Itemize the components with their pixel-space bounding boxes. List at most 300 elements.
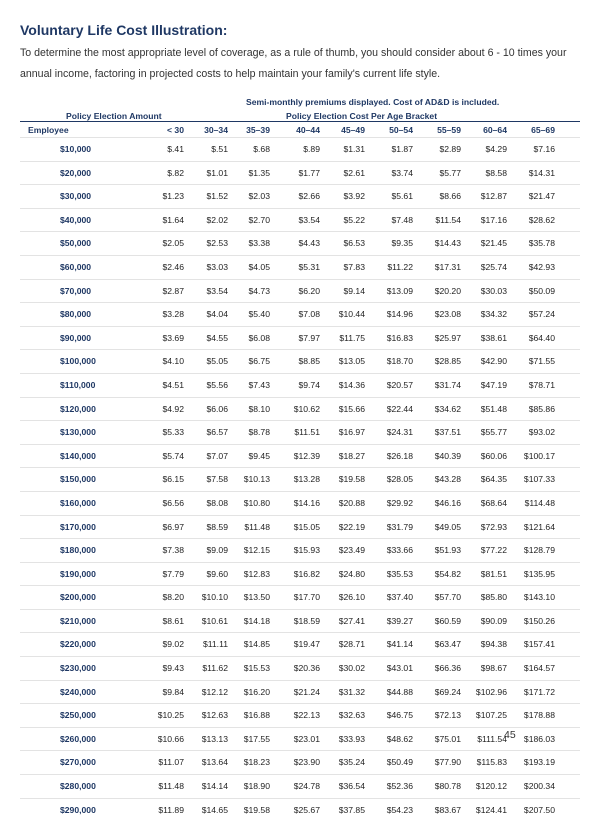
premium-cell: $9.74 [298,379,320,390]
premium-cell: $4.55 [206,332,228,343]
premium-cell: $3.92 [343,191,365,202]
table-row [20,467,580,491]
premium-cell: $14.85 [243,639,270,650]
table-row [20,326,580,350]
policy-amount-cell: $170,000 [60,521,96,532]
premium-cell: $81.51 [480,568,507,579]
table-row [20,515,580,539]
premium-cell: $85.80 [480,592,507,603]
premium-cell: $5.77 [439,167,461,178]
premium-cell: $20.36 [293,663,320,674]
premium-cell: $5.33 [162,427,184,438]
premium-cell: $8.10 [248,403,270,414]
premium-cell: $107.25 [475,710,507,721]
premium-cell: $21.45 [480,238,507,249]
premium-cell: $63.47 [434,639,461,650]
premium-cell: $6.08 [248,332,270,343]
premium-cell: $55.77 [480,427,507,438]
premium-cell: $19.58 [338,474,365,485]
premium-cell: $18.59 [293,615,320,626]
premium-cell: $7.83 [343,261,365,272]
premium-cell: $4.92 [162,403,184,414]
premium-cell: $11.22 [387,261,413,272]
premium-cell: $4.73 [248,285,270,296]
premium-cell: $5.56 [206,379,228,390]
premium-cell: $23.08 [434,309,461,320]
premium-cell: $25.97 [434,332,461,343]
premium-cell: $12.12 [201,686,228,697]
premium-cell: $10.80 [243,497,270,508]
table-row [20,727,580,751]
policy-amount-cell: $30,000 [60,191,92,202]
premium-cell: $9.35 [391,238,413,249]
premium-cell: $35.78 [528,238,555,249]
page-title: Voluntary Life Cost Illustration: [20,22,228,38]
premium-cell: $27.41 [338,615,365,626]
premium-cell: $24.80 [338,568,365,579]
premium-cell: $171.72 [523,686,555,697]
premium-cell: $44.88 [386,686,413,697]
premium-cell: $28.71 [338,639,365,650]
premium-cell: $22.44 [386,403,413,414]
premium-cell: $200.34 [523,781,555,792]
premium-cell: $3.28 [162,309,184,320]
premium-cell: $42.90 [480,356,507,367]
premium-cell: $22.19 [338,521,365,532]
premium-cell: $7.79 [162,568,184,579]
premium-cell: $17.55 [243,733,270,744]
column-header-age: 65–69 [531,125,555,135]
premium-cell: $35.53 [386,568,413,579]
policy-amount-cell: $80,000 [60,309,92,320]
premium-cell: $8.66 [439,191,461,202]
premium-cell: $71.55 [528,356,555,367]
premium-cell: $1.31 [343,144,365,154]
premium-cell: $1.01 [206,167,228,178]
premium-cell: $11.54 [435,214,461,225]
premium-cell: $121.64 [523,521,555,532]
premium-cell: $2.02 [206,214,228,225]
premium-cell: $1.35 [248,167,270,178]
premium-cell: $23.49 [338,545,365,556]
policy-amount-cell: $110,000 [60,379,96,390]
premium-cell: $3.38 [248,238,270,249]
policy-amount-cell: $10,000 [60,144,92,154]
premium-cell: $8.08 [206,497,228,508]
column-header-age: 35–39 [246,125,270,135]
premium-cell: $2.46 [162,261,184,272]
premium-cell: $9.84 [162,686,184,697]
premium-cell: $64.40 [528,332,555,343]
premium-cell: $11.62 [202,663,228,674]
premium-cell: $14.96 [386,309,413,320]
premium-cell: $2.05 [162,238,184,249]
premium-cell: $128.79 [523,545,555,556]
premium-cell: $68.64 [480,497,507,508]
premium-cell: $8.61 [162,615,184,626]
table-row [20,562,580,586]
premium-cell: $23.90 [293,757,320,768]
premium-cell: $16.97 [338,427,365,438]
premium-cell: $12.39 [293,450,320,461]
premium-cell: $2.53 [206,238,228,249]
premium-cell: $11.48 [158,781,184,792]
table-row [20,585,580,609]
table-row [20,373,580,397]
premium-cell: $18.70 [386,356,413,367]
premium-cell: $83.67 [434,804,461,815]
premium-cell: $5.61 [391,191,413,202]
policy-amount-cell: $260,000 [60,733,96,744]
premium-cell: $115.83 [476,757,507,768]
premium-cell: $16.20 [243,686,270,697]
table-row [20,279,580,303]
premium-cell: $1.52 [206,191,228,202]
premium-cell: $2.70 [248,214,270,225]
premium-cell: $5.22 [343,214,365,225]
premium-cell: $1.64 [162,214,184,225]
premium-cell: $18.23 [243,757,270,768]
column-header-age: 45–49 [341,125,365,135]
page-number: 45 [504,729,516,741]
premium-cell: $13.05 [338,356,365,367]
premium-cell: $51.93 [434,545,461,556]
premium-cell: $11.11 [202,639,228,650]
premium-cell: $19.47 [293,639,320,650]
premium-cell: $13.64 [201,757,228,768]
premium-cell: $9.45 [248,450,270,461]
premium-cell: $38.61 [480,332,507,343]
policy-cost-header: Policy Election Cost Per Age Bracket [286,111,438,121]
premium-cell: $7.58 [206,474,228,485]
premium-cell: $93.02 [528,427,555,438]
policy-amount-header: Policy Election Amount [66,111,162,121]
premium-cell: $1.23 [162,191,184,202]
premium-cell: $3.69 [162,332,184,343]
premium-cell: $10.10 [201,592,228,603]
premium-cell: $4.29 [485,144,507,154]
premium-cell: $14.16 [293,497,320,508]
premium-cell: $80.78 [434,781,461,792]
premium-cell: $7.16 [533,144,555,154]
premium-cell: $31.79 [386,521,413,532]
premium-cell: $143.10 [523,592,555,603]
premium-cell: $40.39 [434,450,461,461]
premium-cell: $3.74 [391,167,413,178]
premium-cell: $193.19 [523,757,555,768]
premium-cell: $9.43 [162,663,184,674]
premium-cell: $72.93 [480,521,507,532]
premium-cell: $69.24 [434,686,461,697]
table-row [20,161,580,185]
column-header-age: 40–44 [296,125,320,135]
table-row [20,703,580,727]
premium-cell: $14.43 [434,238,461,249]
premium-cell: $20.57 [386,379,413,390]
table-row [20,609,580,633]
premium-cell: $12.63 [201,710,228,721]
premium-cell: $14.65 [201,804,228,815]
column-header-age: 30–34 [204,125,228,135]
premium-cell: $2.87 [162,285,184,296]
premium-cell: $.89 [303,144,320,154]
premium-cell: $107.33 [523,474,555,485]
premium-cell: $7.08 [298,309,320,320]
premium-cell: $47.19 [480,379,507,390]
premium-cell: $4.51 [162,379,184,390]
table-row [20,208,580,232]
policy-amount-cell: $90,000 [60,332,92,343]
premium-cell: $6.15 [162,474,184,485]
premium-cell: $5.74 [162,450,184,461]
policy-amount-cell: $200,000 [60,592,96,603]
policy-amount-cell: $20,000 [60,167,92,178]
policy-amount-cell: $210,000 [60,615,96,626]
premium-cell: $11.75 [339,332,365,343]
table-row [20,656,580,680]
premium-cell: $60.59 [434,615,461,626]
premium-cell: $164.57 [523,663,555,674]
premium-cell: $14.36 [338,379,365,390]
policy-amount-cell: $160,000 [60,497,96,508]
table-row [20,632,580,656]
premium-cell: $54.82 [434,568,461,579]
premium-cell: $54.23 [386,804,413,815]
premium-cell: $5.05 [206,356,228,367]
premium-cell: $2.61 [343,167,365,178]
premium-cell: $19.58 [243,804,270,815]
premium-cell: $35.24 [338,757,365,768]
premium-cell: $14.31 [528,167,555,178]
premium-cell: $34.32 [480,309,507,320]
policy-amount-cell: $190,000 [60,568,96,579]
premium-cell: $52.36 [386,781,413,792]
premium-cell: $37.51 [434,427,461,438]
column-header-age: < 30 [167,125,184,135]
premium-cell: $41.14 [386,639,413,650]
policy-amount-cell: $140,000 [60,450,96,461]
table-row [20,184,580,208]
premium-cell: $.68 [253,144,270,154]
premium-cell: $24.78 [293,781,320,792]
premium-cell: $186.03 [523,733,555,744]
premium-cell: $43.01 [386,663,413,674]
premium-cell: $4.05 [248,261,270,272]
premium-cell: $3.54 [298,214,320,225]
table-row [20,255,580,279]
premium-cell: $.51 [211,144,228,154]
policy-amount-cell: $250,000 [60,710,96,721]
table-row [20,798,580,821]
premium-cell: $124.41 [475,804,507,815]
premium-cell: $37.40 [386,592,413,603]
premium-cell: $11.89 [158,804,184,815]
premium-cell: $6.53 [343,238,365,249]
premium-cell: $10.61 [201,615,228,626]
premium-cell: $30.02 [338,663,365,674]
premium-cell: $11.07 [158,757,184,768]
premium-cell: $6.57 [206,427,228,438]
premium-cell: $31.32 [338,686,365,697]
premium-cell: $6.20 [298,285,320,296]
premium-cell: $7.48 [391,214,413,225]
premium-cell: $37.85 [338,804,365,815]
premium-cell: $8.59 [206,521,228,532]
premium-cell: $13.50 [243,592,270,603]
intro-paragraph: To determine the most appropriate level of coverage, as a rule of thumb, you should consider about 6 - 10 times your annual income, factoring in projected costs to help maintain your family's current life style. [20,47,567,80]
premium-cell: $18.27 [338,450,365,461]
premium-cell: $31.74 [434,379,461,390]
premium-cell: $8.85 [298,356,320,367]
premium-cell: $11.48 [244,521,270,532]
premium-cell: $114.48 [524,497,555,508]
premium-cell: $10.66 [157,733,184,744]
premium-cell: $4.43 [298,238,320,249]
cost-table [20,137,580,821]
premium-cell: $7.07 [206,450,228,461]
premium-cell: $21.47 [528,191,555,202]
premium-cell: $4.10 [162,356,184,367]
premium-cell: $2.03 [248,191,270,202]
premium-cell: $13.09 [386,285,413,296]
premium-cell: $120.12 [475,781,507,792]
premium-cell: $5.31 [298,261,320,272]
premium-cell: $.41 [167,144,184,154]
premium-cell: $.82 [167,167,184,178]
premium-cell: $60.06 [480,450,507,461]
table-row [20,774,580,798]
premium-cell: $6.75 [248,356,270,367]
premium-cell: $94.38 [480,639,507,650]
table-row [20,680,580,704]
premium-cell: $17.70 [293,592,320,603]
policy-amount-cell: $270,000 [60,757,96,768]
premium-cell: $8.58 [485,167,507,178]
premium-cell: $10.44 [338,309,365,320]
premium-cell: $102.96 [475,686,507,697]
premium-cell: $29.92 [386,497,413,508]
premium-cell: $16.88 [243,710,270,721]
premium-cell: $207.50 [523,804,555,815]
column-header-employee: Employee [28,125,69,135]
premium-cell: $2.89 [439,144,461,154]
premium-cell: $12.87 [480,191,507,202]
premium-cell: $15.66 [338,403,365,414]
premium-cell: $66.36 [434,663,461,674]
column-header-age: 60–64 [483,125,507,135]
premium-cell: $48.62 [386,733,413,744]
premium-cell: $9.02 [162,639,184,650]
premium-cell: $12.15 [243,545,270,556]
premium-cell: $16.83 [386,332,413,343]
premium-cell: $15.53 [243,663,270,674]
premium-cell: $16.82 [293,568,320,579]
premium-cell: $7.38 [162,545,184,556]
premium-cell: $25.74 [480,261,507,272]
policy-amount-cell: $40,000 [60,214,92,225]
premium-cell: $1.77 [298,167,320,178]
policy-amount-cell: $100,000 [60,356,96,367]
premium-cell: $13.28 [293,474,320,485]
policy-amount-cell: $60,000 [60,261,92,272]
premium-cell: $111.54 [477,733,507,744]
premium-cell: $150.26 [523,615,555,626]
table-row [20,397,580,421]
premium-cell: $11.51 [294,427,320,438]
premium-cell: $14.14 [201,781,228,792]
premium-cell: $75.01 [434,733,461,744]
premium-cell: $77.22 [480,545,507,556]
premium-cell: $10.13 [243,474,270,485]
premium-cell: $57.70 [434,592,461,603]
premium-cell: $28.62 [528,214,555,225]
premium-cell: $14.18 [243,615,270,626]
premium-cell: $17.16 [480,214,507,225]
premium-cell: $135.95 [523,568,555,579]
policy-amount-cell: $130,000 [60,427,96,438]
premium-cell: $15.93 [293,545,320,556]
premium-cell: $5.40 [248,309,270,320]
premium-cell: $43.28 [434,474,461,485]
premium-cell: $33.93 [338,733,365,744]
premium-cell: $21.24 [293,686,320,697]
premium-cell: $25.67 [293,804,320,815]
premium-cell: $32.63 [338,710,365,721]
premium-cell: $2.66 [298,191,320,202]
premium-cell: $3.03 [206,261,228,272]
policy-amount-cell: $280,000 [60,781,96,792]
table-row [20,137,580,161]
premium-cell: $57.24 [528,309,555,320]
premium-cell: $28.05 [386,474,413,485]
premium-cell: $36.54 [338,781,365,792]
premium-note: Semi-monthly premiums displayed. Cost of AD&D is included. [246,97,500,107]
premium-cell: $50.09 [528,285,555,296]
premium-cell: $23.01 [293,733,320,744]
premium-cell: $30.03 [480,285,507,296]
premium-cell: $50.49 [386,757,413,768]
policy-amount-cell: $70,000 [60,285,92,296]
policy-amount-cell: $220,000 [60,639,96,650]
premium-cell: $42.93 [528,261,555,272]
premium-cell: $6.56 [162,497,184,508]
premium-cell: $4.04 [206,309,228,320]
premium-cell: $28.85 [434,356,461,367]
premium-cell: $26.10 [338,592,365,603]
premium-cell: $178.88 [523,710,555,721]
premium-cell: $6.97 [162,521,184,532]
premium-cell: $10.62 [293,403,320,414]
column-header-row [20,121,580,138]
premium-cell: $12.83 [243,568,270,579]
premium-cell: $98.67 [480,663,507,674]
premium-cell: $24.31 [386,427,413,438]
premium-cell: $85.86 [528,403,555,414]
policy-amount-cell: $230,000 [60,663,96,674]
premium-cell: $7.43 [248,379,270,390]
premium-cell: $15.05 [293,521,320,532]
premium-cell: $100.17 [523,450,555,461]
policy-amount-cell: $240,000 [60,686,96,697]
premium-cell: $20.88 [338,497,365,508]
premium-cell: $72.13 [434,710,461,721]
policy-amount-cell: $120,000 [60,403,96,414]
premium-cell: $10.25 [157,710,184,721]
table-row [20,491,580,515]
premium-cell: $26.18 [386,450,413,461]
policy-amount-cell: $180,000 [60,545,96,556]
table-row [20,349,580,373]
